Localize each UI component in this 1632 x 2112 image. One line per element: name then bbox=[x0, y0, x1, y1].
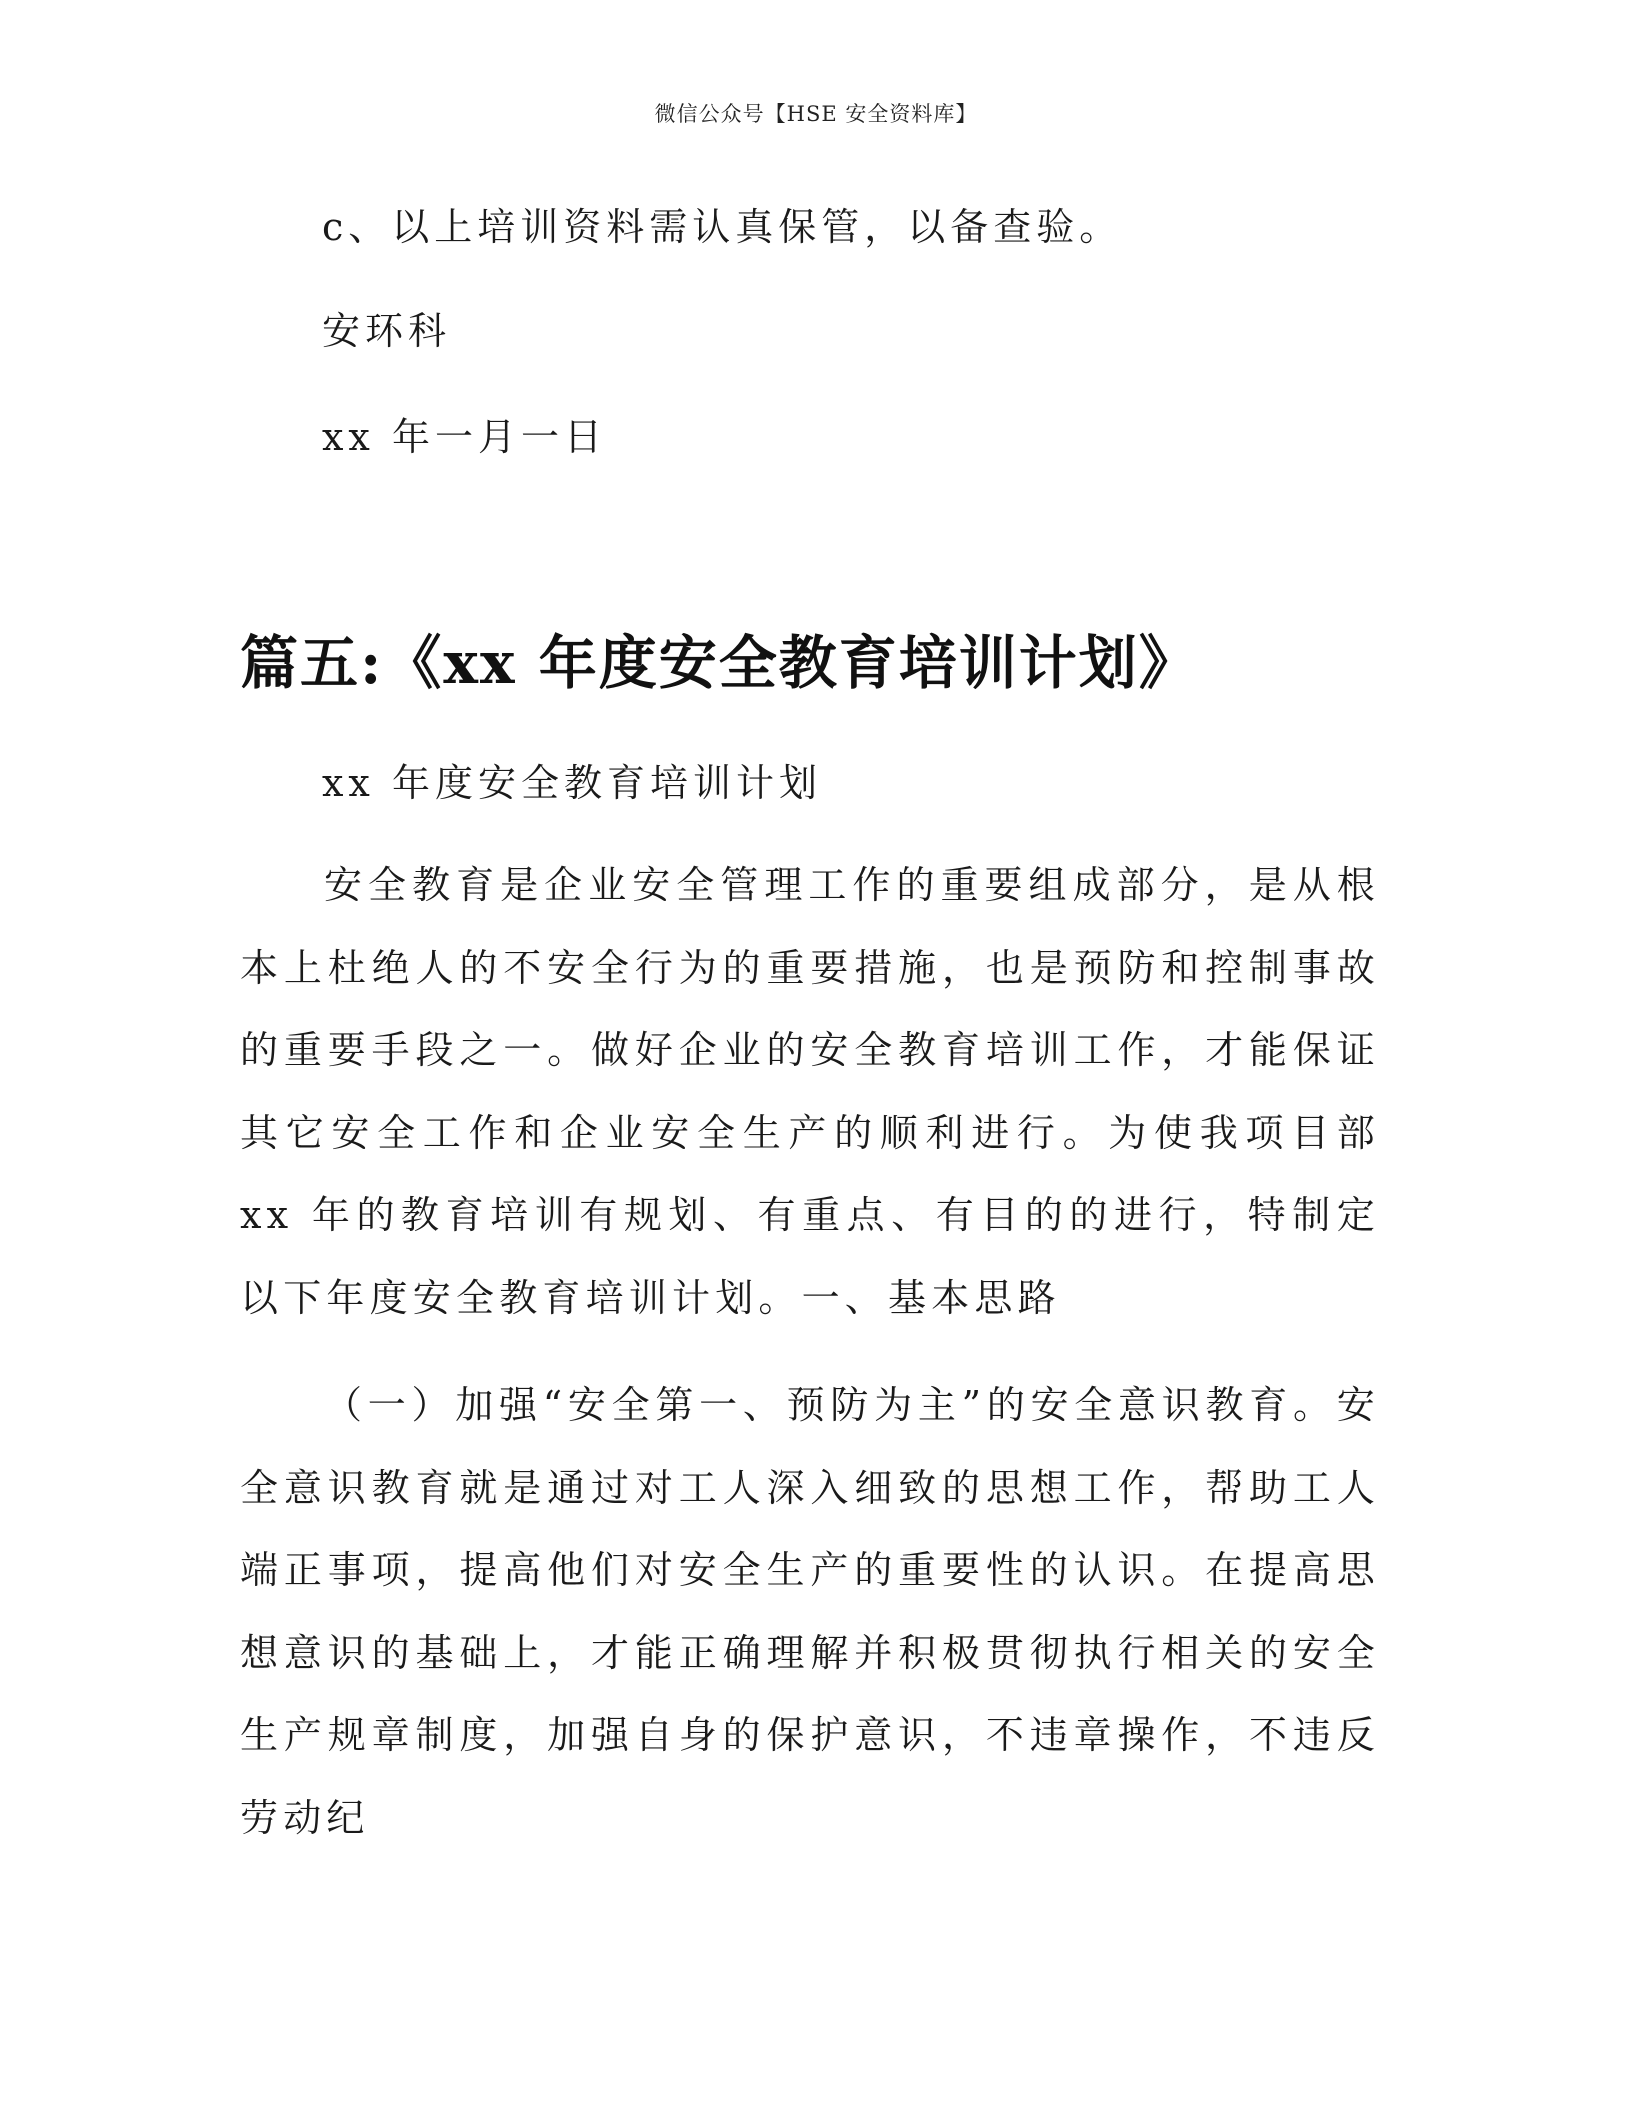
page-header: 微信公众号【HSE 安全资料库】 bbox=[654, 102, 978, 126]
paragraph-safety-awareness: （一）加强“安全第一、预防为主”的安全意识教育。安全意识教育就是通过对工人深入细致的思想工作，帮助工人端正事项，提高他们对安全生产的重要性的认识。在提高思想意识的基础上，才能正确理解并积极贯彻执行相关的安全生产规章制度，加强自身的保护意识，不违章操作，不违反劳动纪 bbox=[240, 1383, 1380, 1840]
section-subtitle: xx 年度安全教育培训计划 bbox=[322, 761, 822, 805]
paragraph-intro: 安全教育是企业安全管理工作的重要组成部分，是从根本上杜绝人的不安全行为的重要措施，也是预防和控制事故的重要手段之一。做好企业的安全教育培训工作，才能保证其它安全工作和企业安全生产的顺利进行。为使我项目部 xx 年的教育培训有规划、有重点、有目的的进行，特制定以下年度安全教育培训计划。一、基本思路 bbox=[240, 863, 1380, 1320]
date-line: xx 年一月一日 bbox=[322, 415, 607, 459]
section-title: 篇五:《xx 年度安全教育培训计划》 bbox=[240, 629, 1199, 697]
item-c-line: c、以上培训资料需认真保管，以备查验。 bbox=[322, 205, 1123, 249]
department-line: 安环科 bbox=[322, 309, 452, 353]
